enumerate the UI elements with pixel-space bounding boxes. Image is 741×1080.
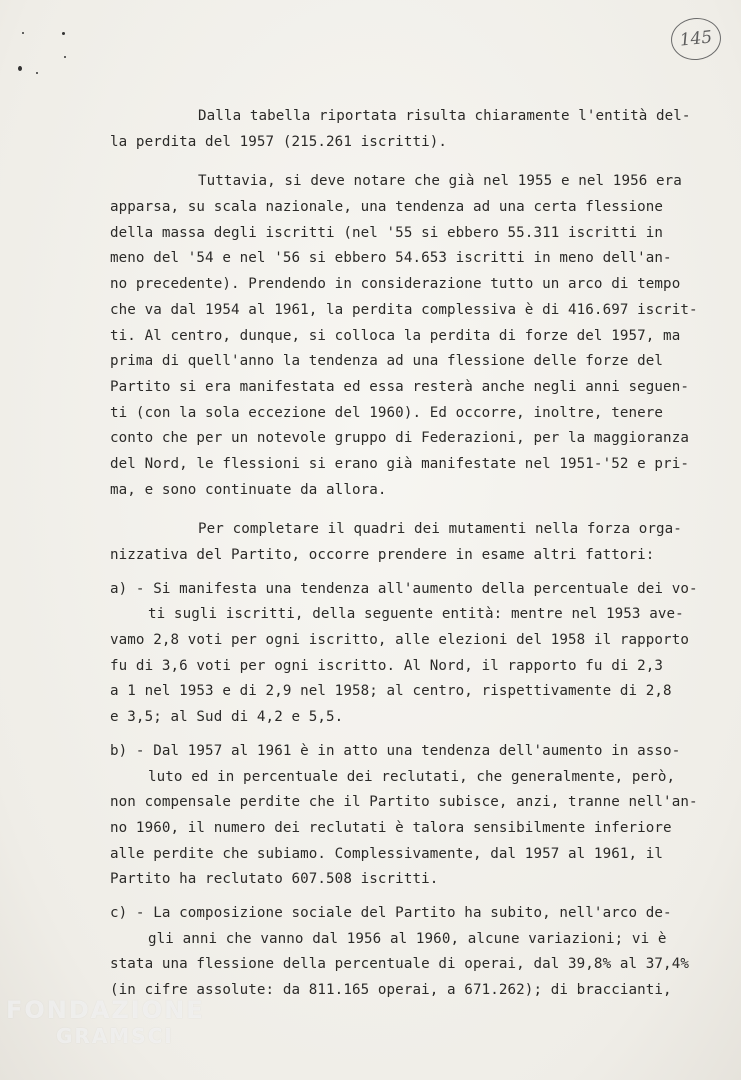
text-line: fu di 3,6 voti per ogni iscritto. Al Nord, il rapporto fu di 2,3 — [110, 657, 664, 674]
text-line: ma, e sono continuate da allora. — [110, 481, 387, 498]
text-line: (in cifre assolute: da 811.165 operai, a 671.262); di braccianti, — [110, 982, 672, 998]
text-line: a 1 nel 1953 e di 2,9 nel 1958; al centro, rispettivamente di 2,8 — [110, 683, 672, 700]
text-line: Per completare il quadri dei mutamenti nella forza orga- — [198, 521, 682, 538]
text-line: del Nord, le flessioni si erano già manifestate nel 1951-'52 e pri- — [110, 455, 689, 472]
archive-watermark — [6, 996, 205, 1048]
text-line: conto che per un notevole gruppo di Federazioni, per la maggioranza — [110, 430, 689, 447]
text-line: alle perdite che subiamo. Complessivamente, dal 1957 al 1961, il — [110, 845, 664, 862]
paragraph — [110, 169, 710, 503]
text-line: prima di quell'anno la tendenza ad una flessione delle forze del — [110, 353, 664, 370]
text-line: Partito ha reclutato 607.508 iscritti. — [110, 871, 439, 888]
text-line: ti. Al centro, dunque, si colloca la perdita di forze del 1957, ma — [110, 327, 681, 344]
text-line: stata una flessione della percentuale di operai, dal 39,8% al 37,4% — [110, 956, 689, 973]
text-line: c) - La composizione sociale del Partito ha subito, nell'arco de- — [110, 904, 672, 921]
ink-specks — [14, 26, 74, 86]
text-line: no precedente). Prendendo in considerazione tutto un arco di tempo — [110, 276, 681, 293]
text-line: che va dal 1954 al 1961, la perdita complessiva è di 416.697 iscrit- — [110, 301, 698, 318]
text-line: la perdita del 1957 (215.261 iscritti). — [110, 133, 448, 150]
text-line: luto ed in percentuale dei reclutati, che generalmente, però, — [148, 768, 676, 785]
text-line: ti sugli iscritti, della seguente entità: mentre nel 1953 ave- — [148, 606, 684, 623]
list-item-b — [110, 739, 710, 893]
paragraph — [110, 517, 710, 568]
text-line: nizzativa del Partito, occorre prendere in esame altri fattori: — [110, 547, 655, 563]
typed-text-body — [110, 104, 710, 1004]
text-line: apparsa, su scala nazionale, una tendenza ad una certa flessione — [110, 199, 664, 216]
text-line: Partito si era manifestata ed essa resterà anche negli anni seguen- — [110, 378, 689, 395]
text-line: non compensale perdite che il Partito subisce, anzi, tranne nell'an- — [110, 794, 698, 811]
watermark-line-2: GRAMSCI — [56, 1024, 174, 1048]
text-line: ti (con la sola eccezione del 1960). Ed occorre, inoltre, tenere — [110, 404, 664, 421]
watermark-line-1: FONDAZIONE — [6, 996, 205, 1024]
text-line: a) - Si manifesta una tendenza all'aumento della percentuale dei vo- — [110, 580, 698, 597]
text-line: no 1960, il numero dei reclutati è talora sensibilmente inferiore — [110, 819, 672, 836]
text-line: b) - Dal 1957 al 1961 è in atto una tendenza dell'aumento in asso- — [110, 742, 681, 759]
text-line: e 3,5; al Sud di 4,2 e 5,5. — [110, 709, 344, 726]
paragraph — [110, 104, 710, 155]
list-item-c — [110, 901, 710, 1004]
text-line: meno del '54 e nel '56 si ebbero 54.653 iscritti in meno dell'an- — [110, 250, 672, 267]
text-line: gli anni che vanno dal 1956 al 1960, alcune variazioni; vi è — [148, 930, 667, 947]
list-item-a — [110, 577, 710, 731]
text-line: vamo 2,8 voti per ogni iscritto, alle elezioni del 1958 il rapporto — [110, 632, 689, 649]
page-number-stamp: 145 — [669, 16, 723, 63]
text-line: Tuttavia, si deve notare che già nel 1955 e nel 1956 era — [198, 173, 682, 190]
text-line: della massa degli iscritti (nel '55 si ebbero 55.311 iscritti in — [110, 224, 664, 241]
text-line: Dalla tabella riportata risulta chiaramente l'entità del- — [198, 108, 691, 124]
